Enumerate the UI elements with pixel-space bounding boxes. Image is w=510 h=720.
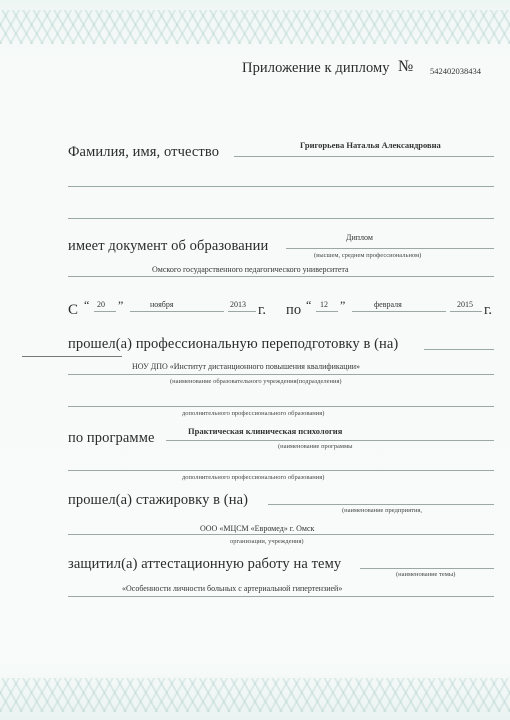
from-open-quote: “ <box>84 298 90 312</box>
internship-underline-2 <box>68 534 494 535</box>
education-hint: (высшем, среднем профессиональном) <box>314 252 422 259</box>
retraining-institution: НОУ ДПО «Институт дистанционного повышения квалификации» <box>132 362 361 371</box>
retraining-underline <box>424 349 494 350</box>
name-underline <box>234 156 494 157</box>
from-prefix: С <box>68 302 79 318</box>
blank-line <box>68 470 494 471</box>
retraining-hint: (наименование образовательного учреждения(подразделения) <box>170 378 342 385</box>
retraining-label: прошел(а) профессиональную переподготовку в (на) <box>68 336 399 352</box>
number-sign: № <box>398 58 414 75</box>
thesis-hint: (наименование темы) <box>396 571 456 578</box>
blank-line <box>68 218 494 219</box>
education-underline <box>286 248 494 249</box>
to-month-underline <box>352 311 446 312</box>
to-label: по <box>286 302 302 318</box>
from-year-underline <box>228 311 256 312</box>
program-label: по программе <box>68 430 155 446</box>
thesis-underline <box>360 568 494 569</box>
to-close-quote: ” <box>340 298 346 312</box>
internship-hint: (наименование предприятия, <box>342 507 423 514</box>
program-underline <box>166 440 494 441</box>
to-year-suffix: г. <box>484 302 493 318</box>
diploma-number: 542402038434 <box>430 66 481 76</box>
from-day: 20 <box>97 300 105 309</box>
from-year: 2013 <box>230 300 246 309</box>
from-close-quote: ” <box>118 298 124 312</box>
education-institution: Омского государственного педагогического университета <box>152 265 349 274</box>
thesis-underline-2 <box>68 596 494 597</box>
internship-value: ООО «МЦСМ «Евромед» г. Омск <box>200 524 315 533</box>
retraining-underline-2 <box>68 374 494 375</box>
education-doc-type: Диплом <box>346 233 373 242</box>
education-label: имеет документ об образовании <box>68 238 269 254</box>
to-day-underline <box>316 311 338 312</box>
name-label: Фамилия, имя, отчество <box>68 144 220 160</box>
from-month-underline <box>130 311 224 312</box>
name-value: Григорьева Наталья Александровна <box>300 140 441 150</box>
program-above-hint: дополнительного профессионального образования) <box>182 410 325 417</box>
program-below-hint: дополнительного профессионального образования) <box>182 474 325 481</box>
appendix-label: Приложение к диплому <box>242 60 390 76</box>
to-year-underline <box>450 311 482 312</box>
to-day: 12 <box>320 300 328 309</box>
internship-underline <box>268 504 494 505</box>
scan-mark <box>22 356 122 357</box>
to-month: февраля <box>374 300 402 309</box>
thesis-value: «Особенности личности больных с артериальной гипертензией» <box>122 584 343 593</box>
thesis-label: защитил(а) аттестационную работу на тему <box>68 556 342 572</box>
education-underline-2 <box>68 276 494 277</box>
from-day-underline <box>94 311 116 312</box>
internship-hint2: организации, учреждения) <box>230 538 304 545</box>
internship-label: прошел(а) стажировку в (на) <box>68 492 249 508</box>
from-year-suffix: г. <box>258 302 267 318</box>
to-open-quote: “ <box>306 298 312 312</box>
decorative-band-bottom <box>0 678 510 712</box>
decorative-band-top <box>0 10 510 44</box>
blank-line <box>68 406 494 407</box>
program-value: Практическая клиническая психология <box>188 426 343 436</box>
to-year: 2015 <box>457 300 473 309</box>
program-hint: (наименование программы <box>278 443 353 450</box>
blank-line <box>68 186 494 187</box>
from-month: ноября <box>150 300 174 309</box>
